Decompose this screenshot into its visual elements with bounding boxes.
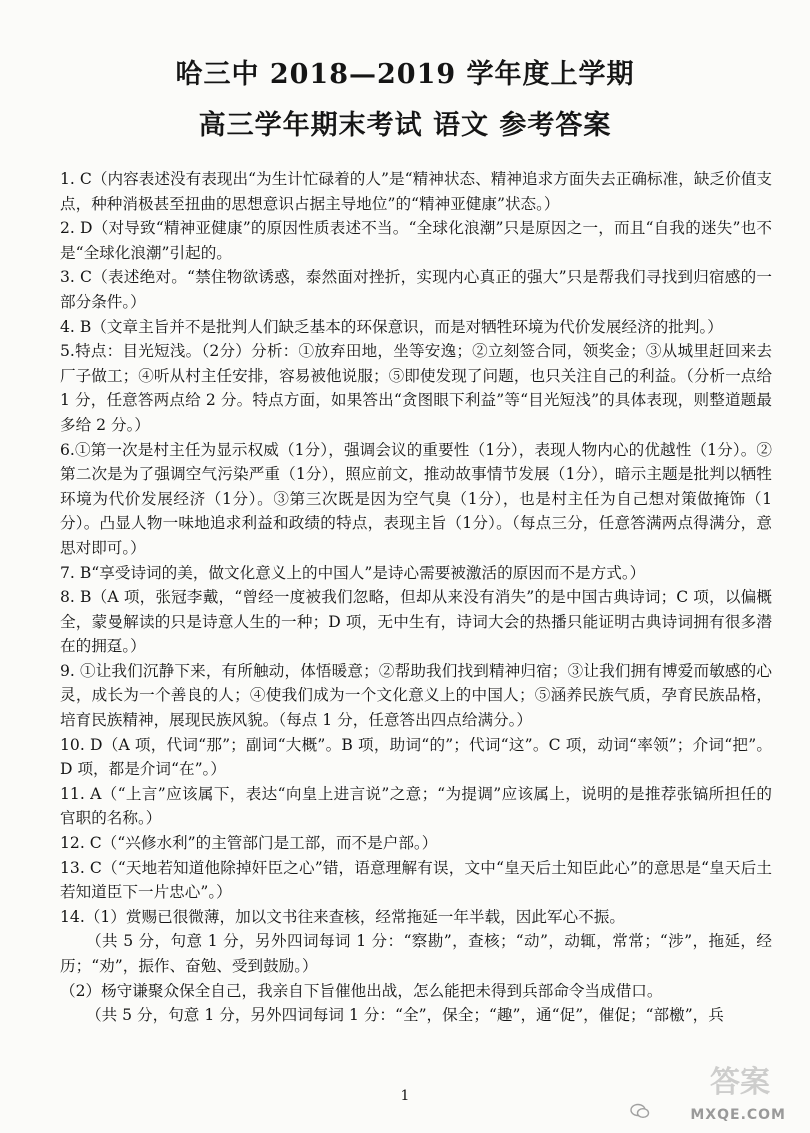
answer-paragraph: 6.①第一次是村主任为显示权威（1分），强调会议的重要性（1分），表现人物内心的优越性（1分）。②第二次是为了强调空气污染严重（1分），照应前文，推动故事情节发展（1分），暗示主题是批判以牺牲环境为代价发展经济（1分）。③第三次既是因为空气臭（1分），也是村主任为自己想对策做掩饰（1分）。凸显人物一味地追求利益和政绩的特点，表现主旨（1分）。（每点三分，任意答满两点得满分，意思对即可。） [60,440,772,557]
answer-paragraph: 8. B（A 项，张冠李戴，“曾经一度被我们忽略，但却从来没有消失”的是中国古典诗词；C 项，以偏概全，蒙曼解读的只是诗意人生的一种；D 项，无中生有，诗词大会的热播只能证明古典诗词拥有很多潜在的拥趸。） [60,588,772,656]
answer-paragraph: 4. B（文章主旨并不是批判人们缺乏基本的环保意识，而是对牺牲环境为代价发展经济的批判。） [60,317,723,336]
answer-paragraph: 1. C（内容表述没有表现出“为生计忙碌着的人”是“精神状态、精神追求方面失去正确标准，缺乏价值支点，种种消极甚至扭曲的思想意识占据主导地位”的“精神亚健康”状态。） [60,170,772,213]
answer-paragraph: 11. A（“上言”应该属下，表达“向皇上进言说”之意；“为提调”应该属上，说明的是推荐张镐所担任的官职的名称。） [60,784,772,828]
answer-paragraph: 3. C（表述绝对。“禁住物欲诱惑，泰然面对挫折，实现内心真正的强大”只是帮我们寻找到归宿感的一部分条件。） [60,268,772,311]
answer-paragraph: （共 5 分，句意 1 分，另外四词每词 1 分：“察勘”，查核；“动”，动辄，常常；“涉”，拖延，经历；“劝”，振作、奋勉、受到鼓励。） [60,932,772,975]
answer-paragraph: （共 5 分，句意 1 分，另外四词每词 1 分：“全”，保全；“趣”，通“促”，催促；“部檄”，兵 [86,1006,724,1025]
answer-paragraph: 13. C（“天地若知道他除掉奸臣之心”错，语意理解有误，文中“皇天后土知臣此心”的意思是“皇天后土若知道臣下一片忠心”。） [60,858,772,902]
corner-watermark-site: MXQE.COM [690,1107,786,1123]
answer-paragraph: （2）杨守谦聚众保全自己，我亲自下旨催他出战，怎么能把未得到兵部命令当成借口。 [60,981,663,1000]
document-title-line2: 高三学年期末考试 语文 参考答案 [198,110,612,141]
wechat-icon [630,1103,650,1119]
answer-paragraph: 9. ①让我们沉静下来，有所触动，体悟暖意；②帮助我们找到精神归宿；③让我们拥有博爱而敏感的心灵，成长为一个善良的人；④使我们成为一个文化意义上的中国人；⑤涵养民族气质，孕育民族品格，培育民族精神，展现民族风貌。（每点 1 分，任意答出四点给满分。） [60,661,772,730]
answer-paragraph: 2. D（对导致“精神亚健康”的原因性质表述不当。“全球化浪潮”只是原因之一，而且“自我的迷失”也不是“全球化浪潮”引起的。 [60,219,772,262]
corner-watermark [630,1059,800,1129]
answer-paragraph: 10. D（A 项，代词“那”；副词“大概”。B 项，助词“的”；代词“这”。C 项，动词“率领”；介词“把”。D 项，都是介词“在”。） [60,735,772,779]
document-title-line1: 哈三中 2018—2019 学年度上学期 [175,59,635,90]
answer-paragraph: 12. C（“兴修水利”的主管部门是工部，而不是户部。） [60,834,438,853]
answer-paragraph: 14.（1）赏赐已很微薄，加以文书往来查核，经常拖延一年半载，因此军心不振。 [60,907,625,926]
answer-body [60,167,772,1028]
answer-paragraph: 7. B“享受诗词的美，做文化意义上的中国人”是诗心需要被激活的原因而不是方式。） [60,563,646,582]
page-number: 1 [400,1088,410,1104]
answer-paragraph: 5.特点：目光短浅。（2分）分析：①放弃田地，坐等安逸；②立刻签合同，领奖金；③从城里赶回来去厂子做工；④听从村主任安排，容易被他说服；⑤即使发现了问题，也只关注自己的利益。（分析一点给 1 分，任意答两点给 2 分。特点方面，如果答出“贪图眼下利益”等“目光短浅”的具体表现，则整道题最多给 2 分。） [60,342,772,434]
corner-watermark-big: 答案 [710,1065,770,1100]
